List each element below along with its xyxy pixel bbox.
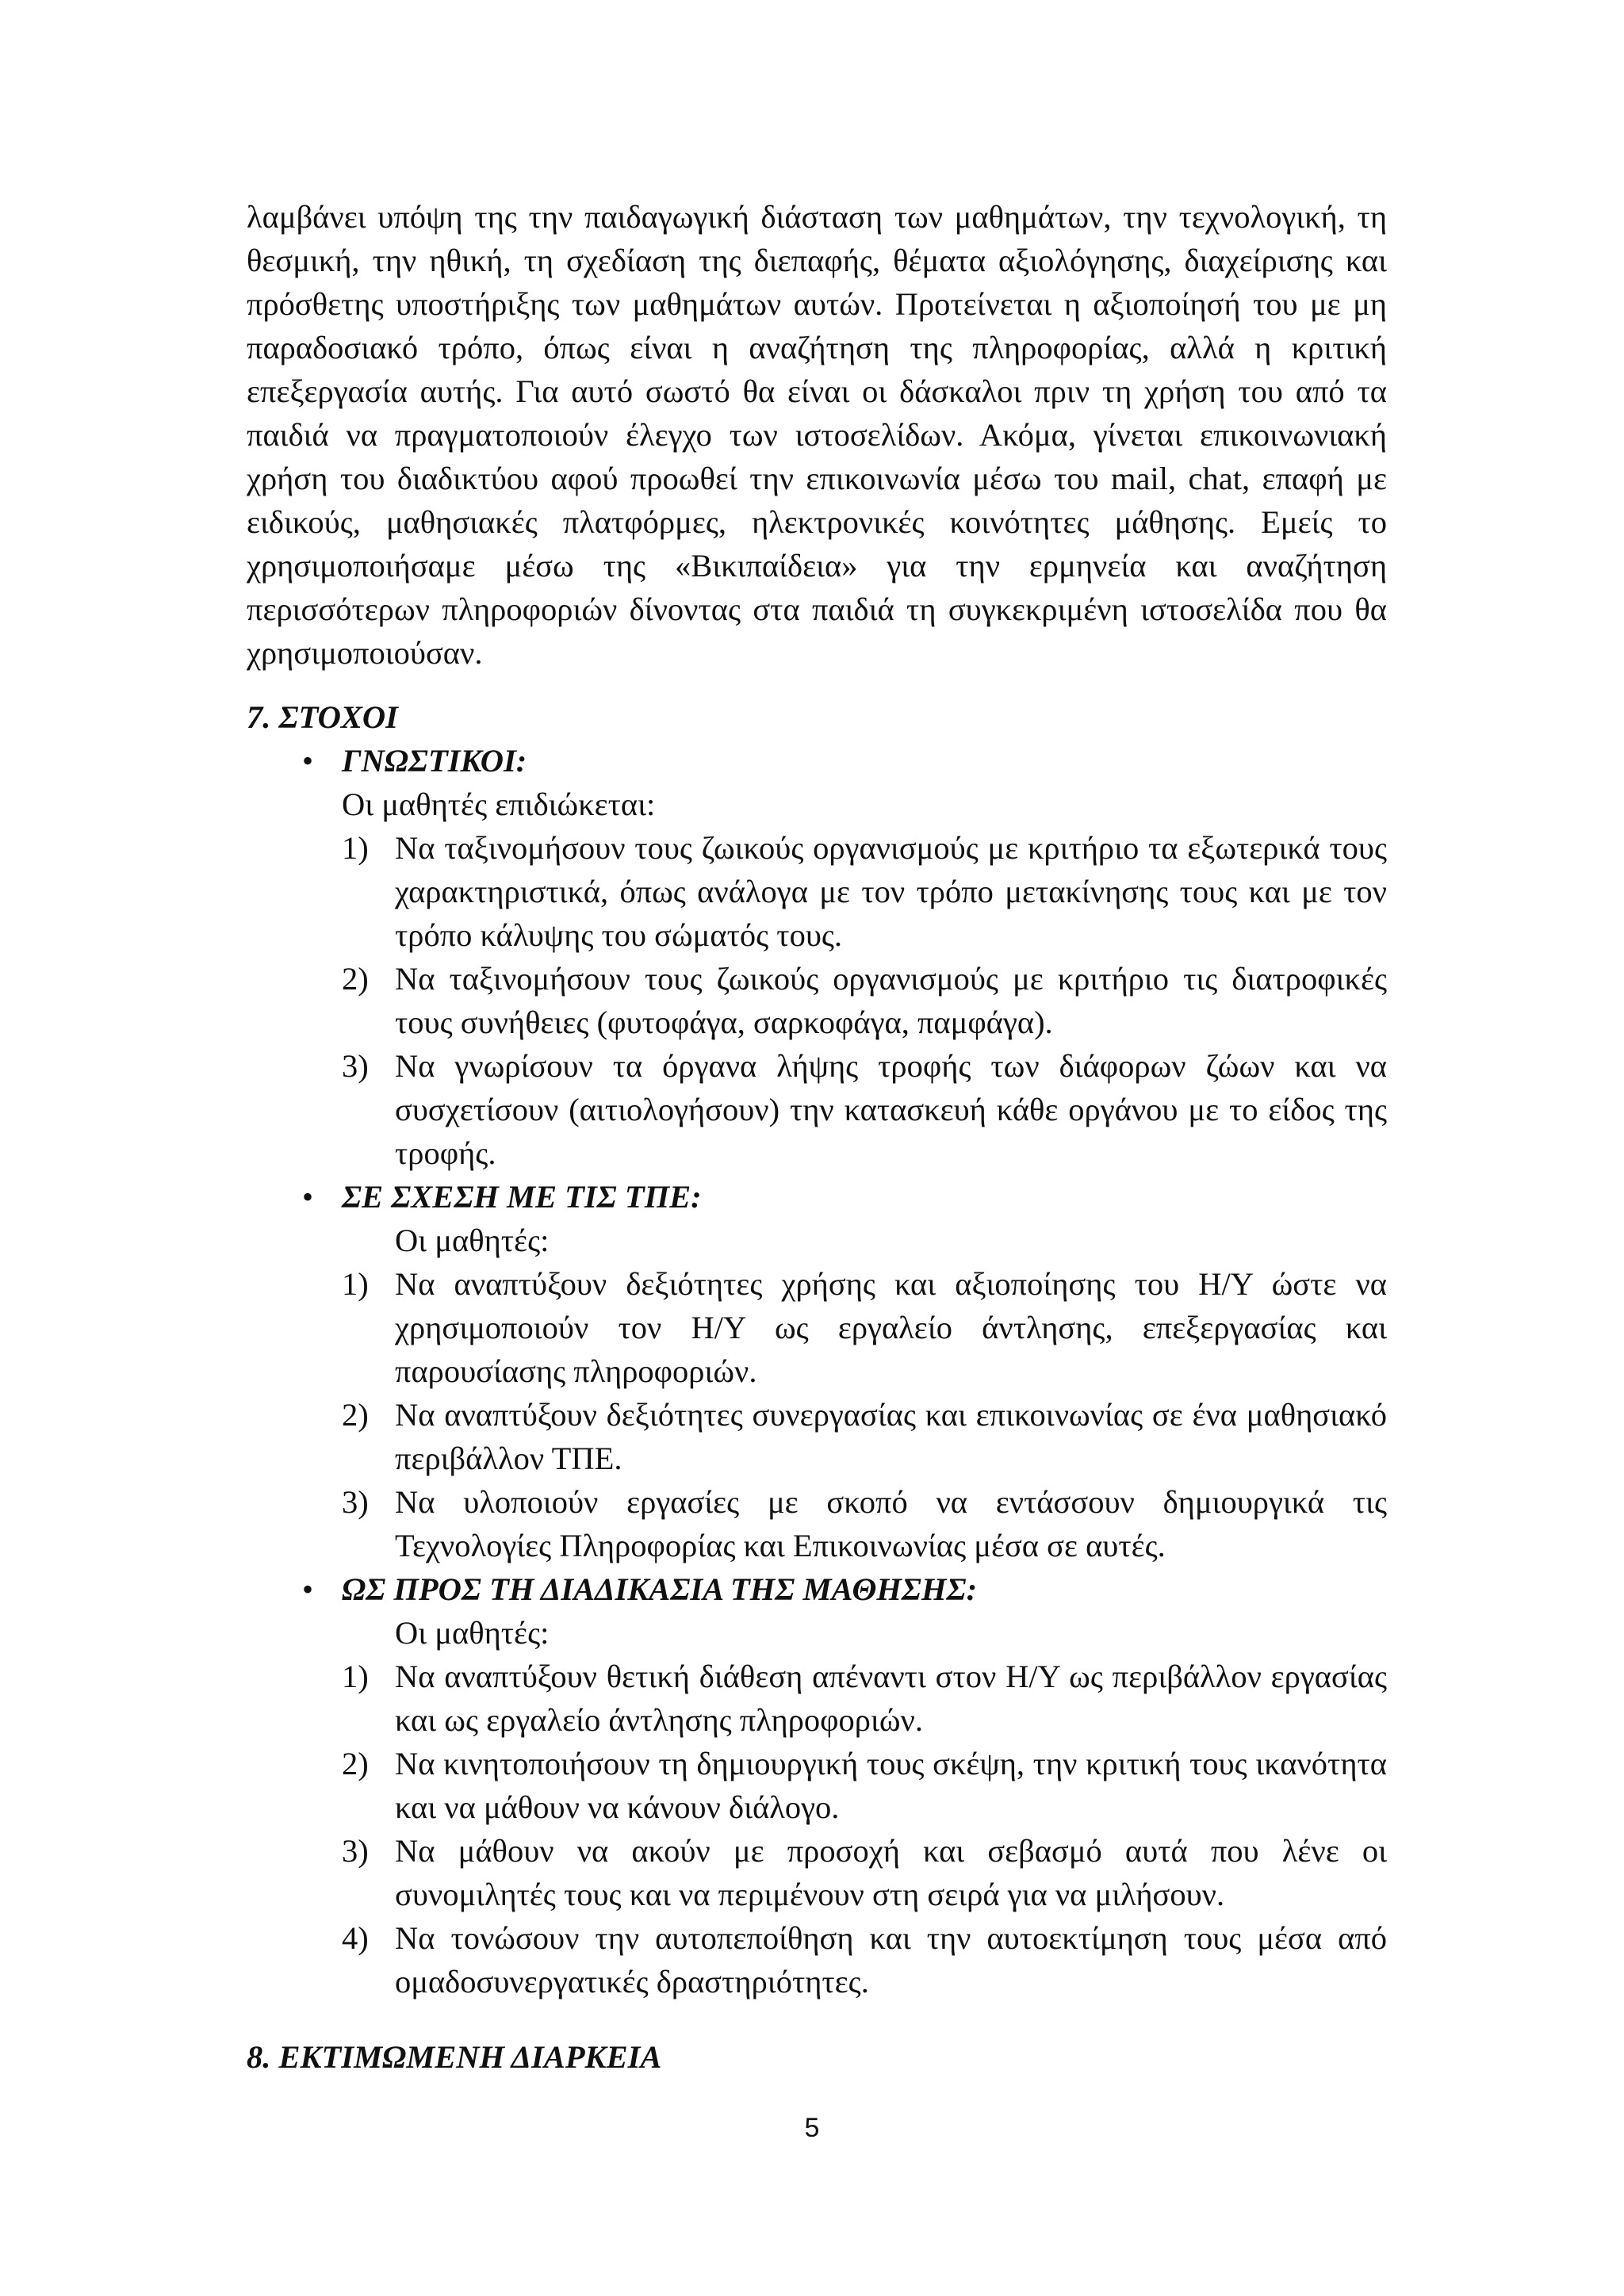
- item-text: Να τονώσουν την αυτοπεποίθηση και την αυτοεκτίμηση τους μέσα από ομαδοσυνεργατικές δραστηριότητες.: [395, 1920, 1387, 1999]
- item-text: Να αναπτύξουν θετική διάθεση απέναντι στον Η/Υ ως περιβάλλον εργασίας και ως εργαλείο άντλησης πληροφοριών.: [395, 1659, 1387, 1738]
- bullet-icon: •: [301, 743, 313, 779]
- objectives-list: [342, 1655, 1387, 2003]
- page-content: [247, 195, 1387, 2079]
- item-number: 3): [342, 1484, 369, 1520]
- list-item: [342, 1829, 1387, 1916]
- bullet-icon: •: [301, 1179, 313, 1215]
- item-text: Να ταξινομήσουν τους ζωικούς οργανισμούς με κριτήριο τα εξωτερικά τους χαρακτηριστικά, όπως ανάλογα με τον τρόπο μετακίνησης τους και με τον τρόπο κάλυψης του σώματός τους.: [395, 830, 1387, 953]
- objective-group-ict: [247, 1175, 1387, 1567]
- item-number: 3): [342, 1048, 369, 1084]
- group-intro: Οι μαθητές επιδιώκεται:: [342, 786, 656, 822]
- list-item: [342, 1916, 1387, 2003]
- group-intro: Οι μαθητές:: [395, 1615, 550, 1651]
- page-number: 5: [804, 2113, 820, 2143]
- intro-paragraph: λαμβάνει υπόψη της την παιδαγωγική διάσταση των μαθημάτων, την τεχνολογική, τη θεσμική, την ηθική, τη σχεδίαση της διεπαφής, θέματα αξιολόγησης, διαχείρισης και πρόσθετης υποστήριξης των μαθημάτων αυτών. Προτείνεται η αξιοποίησή του με μη παραδοσιακό τρόπο, όπως είναι η αναζήτηση της πληροφορίας, αλλά η κριτική επεξεργασία αυτής. Για αυτό σωστό θα είναι οι δάσκαλοι πριν τη χρήση του από τα παιδιά να πραγματοποιούν έλεγχο των ιστοσελίδων. Ακόμα, γίνεται επικοινωνιακή χρήση του διαδικτύου αφού προωθεί την επικοινωνία μέσω του mail, chat, επαφή με ειδικούς, μαθησιακές πλατφόρμες, ηλεκτρονικές κοινότητες μάθησης. Εμείς το χρησιμοποιήσαμε μέσω της «Βικιπαίδεια» για την ερμηνεία και αναζήτηση περισσότερων πληροφοριών δίνοντας στα παιδιά τη συγκεκριμένη ιστοσελίδα που θα χρησιμοποιούσαν.: [247, 199, 1387, 671]
- bullet-icon: •: [301, 1571, 313, 1607]
- list-item: [342, 1480, 1387, 1567]
- list-item: [342, 1044, 1387, 1175]
- list-item: [342, 957, 1387, 1044]
- item-text: Να μάθουν να ακούν με προσοχή και σεβασμό αυτά που λένε οι συνομιλητές τους και να περιμένουν στη σειρά για να μιλήσουν.: [395, 1833, 1387, 1912]
- objectives-list: [342, 1262, 1387, 1567]
- item-text: Να ταξινομήσουν τους ζωικούς οργανισμούς με κριτήριο τις διατροφικές τους συνήθειες (φυτοφάγα, σαρκοφάγα, παμφάγα).: [395, 961, 1387, 1040]
- item-number: 1): [342, 1266, 369, 1302]
- item-text: Να αναπτύξουν δεξιότητες συνεργασίας και επικοινωνίας σε ένα μαθησιακό περιβάλλον ΤΠΕ.: [395, 1397, 1387, 1476]
- objectives-list: [342, 826, 1387, 1175]
- group-title: ΓΝΩΣΤΙΚΟΙ:: [342, 743, 527, 779]
- list-item: [342, 1742, 1387, 1829]
- list-item: [342, 1393, 1387, 1480]
- objective-group-cognitive: [247, 739, 1387, 1175]
- item-number: 3): [342, 1833, 369, 1869]
- item-number: 1): [342, 830, 369, 866]
- item-number: 2): [342, 1397, 369, 1433]
- list-item: [342, 1655, 1387, 1742]
- item-text: Να υλοποιούν εργασίες με σκοπό να εντάσσουν δημιουργικά τις Τεχνολογίες Πληροφορίας και Επικοινωνίας μέσα σε αυτές.: [395, 1484, 1387, 1563]
- list-item: [342, 1262, 1387, 1393]
- group-title: ΩΣ ΠΡΟΣ ΤΗ ΔΙΑΔΙΚΑΣΙΑ ΤΗΣ ΜΑΘΗΣΗΣ:: [342, 1571, 978, 1607]
- item-number: 2): [342, 1746, 369, 1781]
- group-intro: Οι μαθητές:: [395, 1223, 550, 1258]
- objective-group-learning-process: [247, 1567, 1387, 2003]
- section-heading-duration: 8. ΕΚΤΙΜΩΜΕΝΗ ΔΙΑΡΚΕΙΑ: [247, 2039, 662, 2075]
- item-text: Να κινητοποιήσουν τη δημιουργική τους σκέψη, την κριτική τους ικανότητα και να μάθουν να κάνουν διάλογο.: [395, 1746, 1387, 1825]
- item-number: 2): [342, 961, 369, 997]
- item-number: 4): [342, 1920, 369, 1956]
- group-title: ΣΕ ΣΧΕΣΗ ΜΕ ΤΙΣ ΤΠΕ:: [342, 1179, 702, 1215]
- list-item: [342, 826, 1387, 957]
- section-heading-objectives: 7. ΣΤΟΧΟΙ: [247, 699, 398, 735]
- item-text: Να γνωρίσουν τα όργανα λήψης τροφής των διάφορων ζώων και να συσχετίσουν (αιτιολογήσουν) την κατασκευή κάθε οργάνου με το είδος της τροφής.: [395, 1048, 1387, 1171]
- item-text: Να αναπτύξουν δεξιότητες χρήσης και αξιοποίησης του Η/Υ ώστε να χρησιμοποιούν τον Η/Υ ως εργαλείο άντλησης, επεξεργασίας και παρουσίασης πληροφοριών.: [395, 1266, 1387, 1389]
- item-number: 1): [342, 1659, 369, 1694]
